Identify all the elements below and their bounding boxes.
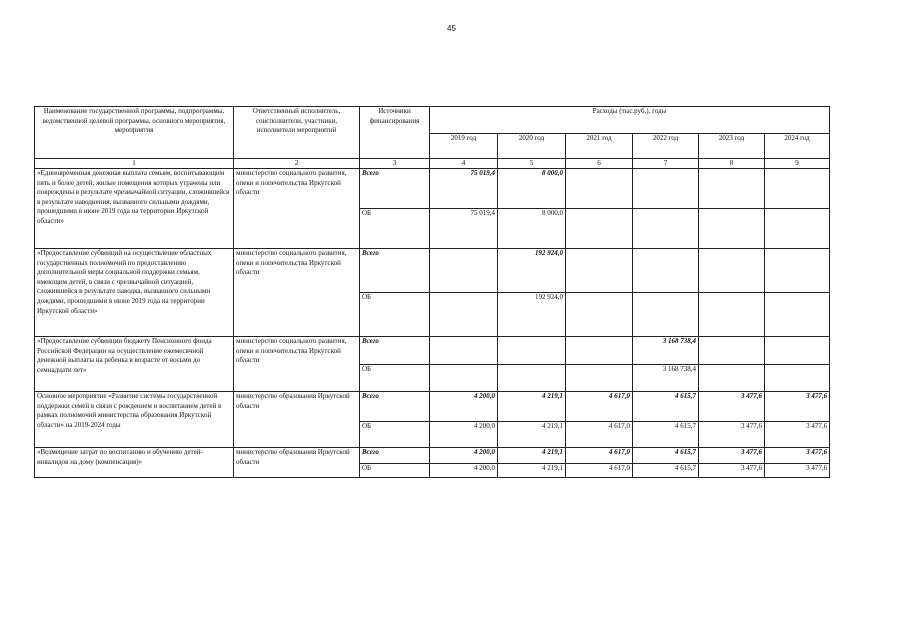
amount-cell-2022 [633,249,699,293]
amount-cell-2020: 4 219,1 [498,392,566,422]
amount-cell-2019: 4 200,0 [430,464,498,478]
table-row [35,249,830,293]
header-year-2: 2020 год [498,134,566,159]
source-ob: ОБ [360,422,430,448]
column-number-7: 7 [633,159,699,169]
source-total: Всего [360,169,430,209]
amount-cell-2023 [699,249,765,293]
amount-cell-2023: 3 477,6 [699,392,765,422]
amount-cell-2022 [633,293,699,337]
amount-cell-2021: 4 617,0 [566,422,633,448]
amount-cell-2019 [430,337,498,365]
table-row [35,337,830,365]
amount-cell-2023: 3 477,6 [699,448,765,464]
amount-cell-2021 [566,169,633,209]
expenses-table [34,106,830,478]
table-row [35,392,830,422]
amount-cell-2022 [633,169,699,209]
amount-cell-2022: 4 615,7 [633,392,699,422]
measure-name: «Предоставление субвенций на осуществление областных государственных полномочий по предоставлению дополнительной меры социальной поддержки семьям, имеющим детей, в связи с чрезвычайной ситуацией, сложившейся в результате паводка, вызванного сильными дождями, прошедшими в июне 2019 года на территории Иркутской области» [35,249,234,337]
amount-cell-2022: 3 168 738,4 [633,337,699,365]
amount-cell-2020: 8 000,0 [498,169,566,209]
measure-name: Основное мероприятие «Развитие системы государственной поддержки семей в связи с рождением и воспитанием детей в рамках полномочий министерства образования Иркутской области» на 2019-2024 годы [35,392,234,448]
column-number-4: 4 [430,159,498,169]
column-number-5: 5 [498,159,566,169]
amount-cell-2021 [566,249,633,293]
source-total: Всего [360,392,430,422]
measure-executor: министерство социального развития, опеки и попечительства Иркутской области [234,169,360,249]
amount-cell-2020 [498,365,566,392]
amount-cell-2022 [633,209,699,249]
amount-cell-2023 [699,209,765,249]
amount-cell-2019 [430,365,498,392]
amount-cell-2019 [430,293,498,337]
amount-cell-2024 [765,169,830,209]
amount-cell-2024: 3 477,6 [765,448,830,464]
page-number: 45 [447,24,456,33]
amount-cell-2024 [765,365,830,392]
amount-cell-2020: 8 000,0 [498,209,566,249]
amount-cell-2023: 3 477,6 [699,422,765,448]
amount-cell-2022: 3 168 738,4 [633,365,699,392]
amount-cell-2020: 4 219,1 [498,464,566,478]
amount-cell-2020 [498,337,566,365]
amount-cell-2020: 192 924,0 [498,249,566,293]
amount-cell-2021: 4 617,0 [566,464,633,478]
header-name-column: Наименование государственной программы, подпрограммы, ведомственной целевой программы, основного мероприятия, мероприятия [35,107,234,159]
column-number-6: 6 [566,159,633,169]
source-total: Всего [360,249,430,293]
header-year-3: 2021 год [566,134,633,159]
amount-cell-2021: 4 617,0 [566,392,633,422]
source-ob: ОБ [360,209,430,249]
source-ob: ОБ [360,365,430,392]
measure-executor: министерство социального развития, опеки и попечительства Иркутской области [234,249,360,337]
amount-cell-2021 [566,293,633,337]
amount-cell-2024 [765,209,830,249]
amount-cell-2019 [430,249,498,293]
table-row [35,448,830,464]
header-executor-column: Ответственный исполнитель, соисполнители, участники, исполнители мероприятий [234,107,360,159]
header-expenses: Расходы (тыс.руб.), годы [430,107,830,134]
measure-executor: министерство социального развития, опеки и попечительства Иркутской области [234,337,360,392]
amount-cell-2023: 3 477,6 [699,464,765,478]
amount-cell-2021 [566,209,633,249]
amount-cell-2020: 4 219,1 [498,448,566,464]
source-ob: ОБ [360,464,430,478]
measure-executor: министерство образования Иркутской области [234,392,360,448]
amount-cell-2023 [699,365,765,392]
amount-cell-2021 [566,337,633,365]
measure-name: «Возмещение затрат по воспитанию и обучению детей-инвалидов на дому (компенсация)» [35,448,234,478]
source-total: Всего [360,448,430,464]
amount-cell-2020: 4 219,1 [498,422,566,448]
amount-cell-2023 [699,293,765,337]
header-year-4: 2022 год [633,134,699,159]
column-number-1: 1 [35,159,234,169]
amount-cell-2019: 4 200,0 [430,448,498,464]
amount-cell-2024: 3 477,6 [765,422,830,448]
amount-cell-2023 [699,169,765,209]
amount-cell-2019: 4 200,0 [430,392,498,422]
amount-cell-2024 [765,293,830,337]
amount-cell-2022: 4 615,7 [633,464,699,478]
measure-name: «Единовременная денежная выплата семьям, воспитывающим пять и более детей, жилые помещения которых утрачены или повреждены в результате чрезвычайной ситуации, сложившейся в результате наводнения, вызванного сильными дождями, прошедшими в июне 2019 года на территории Иркутской области» [35,169,234,249]
amount-cell-2019: 4 200,0 [430,422,498,448]
amount-cell-2020: 192 924,0 [498,293,566,337]
amount-cell-2019: 75 019,4 [430,169,498,209]
header-source-column: Источники финансирования [360,107,430,159]
amount-cell-2024: 3 477,6 [765,392,830,422]
amount-cell-2023 [699,337,765,365]
amount-cell-2024 [765,249,830,293]
amount-cell-2024: 3 477,6 [765,464,830,478]
header-year-6: 2024 год [765,134,830,159]
measure-executor: министерство образования Иркутской области [234,448,360,478]
amount-cell-2022: 4 615,7 [633,448,699,464]
column-number-3: 3 [360,159,430,169]
column-number-2: 2 [234,159,360,169]
amount-cell-2021 [566,365,633,392]
amount-cell-2024 [765,337,830,365]
source-ob: ОБ [360,293,430,337]
table-row [35,169,830,209]
amount-cell-2022: 4 615,7 [633,422,699,448]
column-number-8: 8 [699,159,765,169]
source-total: Всего [360,337,430,365]
header-year-1: 2019 год [430,134,498,159]
amount-cell-2019: 75 019,4 [430,209,498,249]
column-number-9: 9 [765,159,830,169]
header-year-5: 2023 год [699,134,765,159]
amount-cell-2021: 4 617,0 [566,448,633,464]
measure-name: «Предоставление субвенции бюджету Пенсионного фонда Российской Федерации на осуществление ежемесячной денежной выплаты на ребенка в возрасте от восьми до семнадцати лет» [35,337,234,392]
